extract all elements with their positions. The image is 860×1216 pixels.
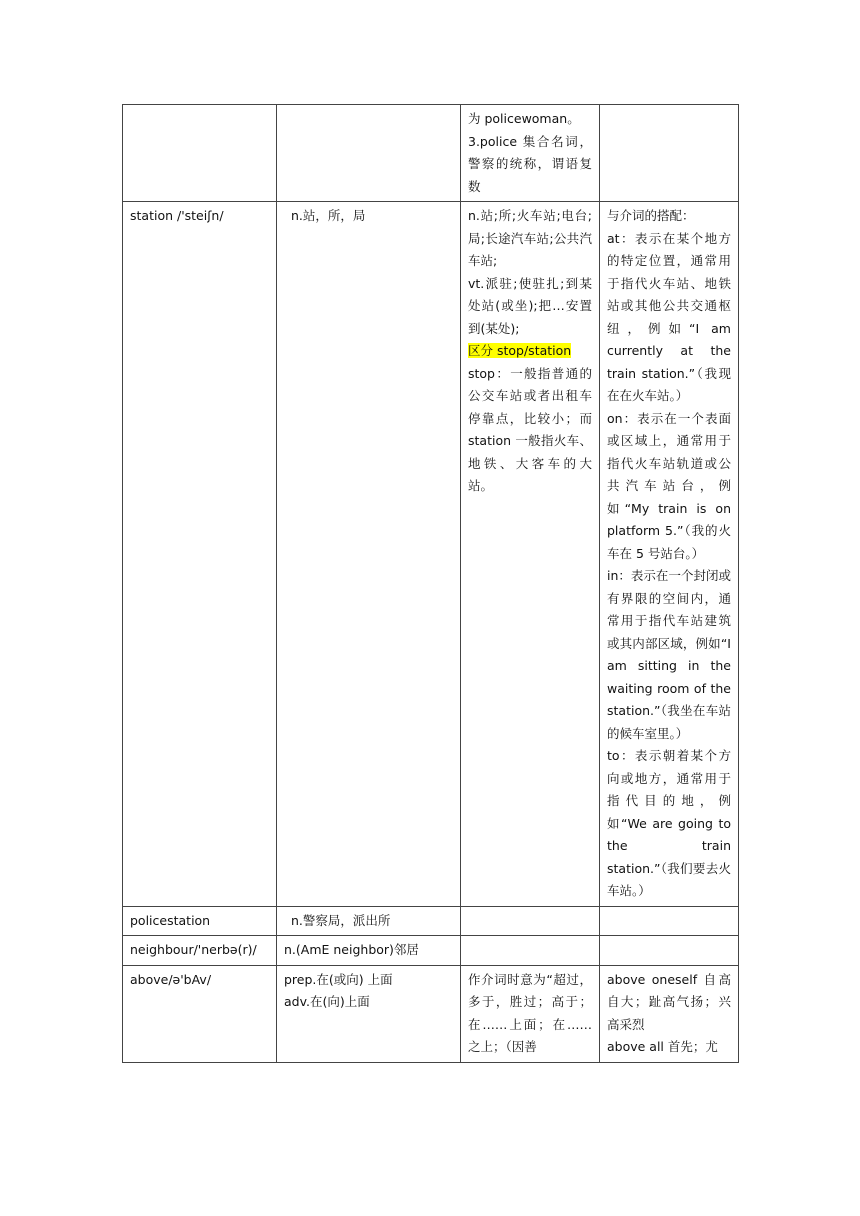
note-text: stop：一般指普通的公交车站或者出租车停靠点，比较小；而 station 一般指火车、地铁、大客车的大站。 bbox=[468, 365, 592, 493]
word-cell bbox=[123, 105, 277, 202]
word-cell bbox=[123, 965, 277, 1062]
collocation-cell bbox=[600, 202, 739, 907]
note-text: 3.police 集合名词，警察的统称，谓语复数 bbox=[468, 133, 592, 194]
meaning-cell bbox=[277, 965, 461, 1062]
note-text: 作介词时意为“超过，多于，胜过；高于；在……上面；在……之上；（因善 bbox=[468, 971, 592, 1054]
meaning-text: n.站，所，局 bbox=[291, 208, 366, 223]
collocation-text: above all 首先；尤 bbox=[607, 1039, 718, 1054]
table-row bbox=[123, 105, 739, 202]
notes-cell bbox=[461, 906, 600, 936]
collocation-cell bbox=[600, 965, 739, 1062]
table-row bbox=[123, 965, 739, 1062]
word-text: policestation bbox=[130, 912, 211, 928]
notes-cell bbox=[461, 936, 600, 966]
vocabulary-table bbox=[122, 104, 739, 1063]
highlighted-note: 区分 stop/station bbox=[468, 343, 572, 358]
word-text: station /'steiʃn/ bbox=[130, 208, 224, 223]
note-text: vt.派驻;使驻扎;到某处站(或坐);把…安置到(某处); bbox=[468, 275, 592, 336]
meaning-text: n.(AmE neighbor)邻居 bbox=[284, 942, 419, 957]
notes-cell bbox=[461, 105, 600, 202]
word-text: neighbour/'nerbə(r)/ bbox=[130, 942, 257, 957]
notes-cell bbox=[461, 202, 600, 907]
meaning-text: adv.在(向)上面 bbox=[284, 994, 370, 1009]
collocation-cell bbox=[600, 906, 739, 936]
collocation-cell bbox=[600, 105, 739, 202]
table-row bbox=[123, 936, 739, 966]
word-cell bbox=[123, 202, 277, 907]
meaning-cell bbox=[277, 202, 461, 907]
table-row bbox=[123, 202, 739, 907]
word-cell bbox=[123, 906, 277, 936]
table-row bbox=[123, 906, 739, 936]
notes-cell bbox=[461, 965, 600, 1062]
meaning-cell bbox=[277, 105, 461, 202]
meaning-cell bbox=[277, 936, 461, 966]
collocation-text: on：表示在一个表面或区域上，通常用于指代火车站轨道或公共汽车站台，例如“My train is on platform 5.”（我的火车在 5 号站台。） bbox=[607, 410, 731, 561]
word-text: above/ə'bAv/ bbox=[130, 971, 212, 987]
meaning-cell bbox=[277, 906, 461, 936]
note-text: n.站;所;火车站;电台;局;长途汽车站;公共汽车站; bbox=[468, 208, 592, 268]
collocation-text: at：表示在某个地方的特定位置，通常用于指代火车站、地铁站或其他公共交通枢纽，例如“I am currently at the train station.”（我现在在火车站。） bbox=[607, 230, 731, 403]
meaning-text: prep.在(或向) 上面 bbox=[284, 971, 393, 987]
collocation-text: to：表示朝着某个方向或地方，通常用于指代目的地，例如“We are going to the train station.”（我们要去火车站。） bbox=[607, 748, 731, 898]
note-text: 为 policewoman。 bbox=[468, 111, 580, 126]
collocation-text: in：表示在一个封闭或有界限的空间内，通常用于指代车站建筑或其内部区域，例如“I am sitting in the waiting room of the station.”（我坐在车站的候车室里。） bbox=[607, 568, 731, 741]
word-cell bbox=[123, 936, 277, 966]
collocation-text: 与介词的搭配： bbox=[607, 208, 695, 223]
collocation-text: above oneself 自高自大；趾高气扬；兴高采烈 bbox=[607, 971, 731, 1032]
collocation-cell bbox=[600, 936, 739, 966]
meaning-text: n.警察局，派出所 bbox=[291, 912, 391, 928]
